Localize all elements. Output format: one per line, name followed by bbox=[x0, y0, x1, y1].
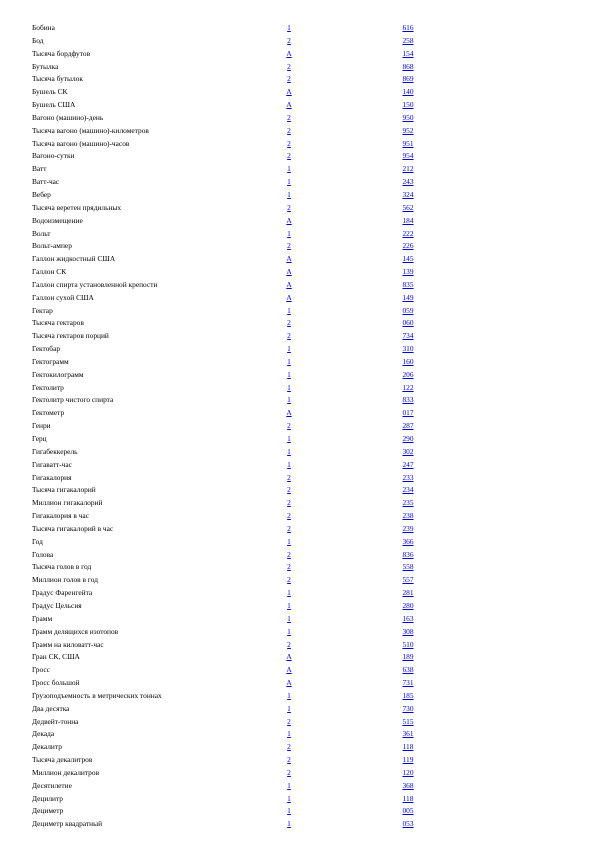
code-link[interactable]: 638 bbox=[402, 665, 414, 675]
section-link[interactable]: 2 bbox=[287, 485, 291, 495]
unit-name: Гектобар bbox=[32, 344, 61, 354]
table-row bbox=[32, 536, 572, 549]
table-row bbox=[32, 279, 572, 292]
unit-name: Гросс bbox=[32, 665, 50, 675]
table-row bbox=[32, 587, 572, 600]
table-row bbox=[32, 48, 572, 61]
unit-name: Гектолитр bbox=[32, 382, 64, 392]
unit-name: Тысяча декалитров bbox=[32, 755, 93, 765]
code-link[interactable]: 247 bbox=[402, 459, 414, 469]
unit-name: Бобина bbox=[32, 23, 55, 32]
table-row bbox=[32, 394, 572, 407]
table-row bbox=[32, 754, 572, 767]
unit-name: Градус Цельсия bbox=[32, 600, 82, 610]
code-link[interactable]: 952 bbox=[402, 125, 414, 135]
code-link[interactable]: 118 bbox=[402, 742, 414, 752]
unit-name: Галлон СК bbox=[32, 267, 67, 277]
section-link[interactable]: 1 bbox=[287, 459, 291, 469]
code-link[interactable]: 119 bbox=[402, 755, 414, 765]
section-link[interactable]: А bbox=[286, 215, 292, 225]
code-link[interactable]: 140 bbox=[402, 87, 414, 97]
unit-name: Ватт-час bbox=[32, 177, 60, 187]
section-link[interactable]: 2 bbox=[287, 562, 291, 572]
units-table bbox=[32, 22, 572, 831]
section-link[interactable]: 1 bbox=[287, 356, 291, 366]
unit-name: Грамм делящихся изотопов bbox=[32, 626, 119, 636]
table-row bbox=[32, 228, 572, 241]
code-link[interactable]: 835 bbox=[402, 279, 414, 289]
table-row bbox=[32, 613, 572, 626]
unit-name: Тысяча бордфутов bbox=[32, 48, 91, 58]
section-link[interactable]: 1 bbox=[287, 344, 291, 354]
code-link[interactable]: 206 bbox=[402, 369, 414, 379]
table-row bbox=[32, 780, 572, 793]
table-row bbox=[32, 510, 572, 523]
section-link[interactable]: 1 bbox=[287, 536, 291, 546]
section-link[interactable]: А bbox=[286, 292, 292, 302]
code-link[interactable]: 118 bbox=[402, 793, 414, 803]
unit-name: Тысяча гектаров порций bbox=[32, 331, 109, 341]
section-link[interactable]: А bbox=[286, 652, 292, 662]
code-link[interactable]: 222 bbox=[402, 228, 414, 238]
table-row bbox=[32, 818, 572, 831]
code-link[interactable]: 185 bbox=[402, 690, 414, 700]
code-link[interactable]: 059 bbox=[402, 305, 414, 315]
section-link[interactable]: А bbox=[286, 100, 292, 110]
table-row bbox=[32, 253, 572, 266]
unit-name: Тысяча гигакалорий bbox=[32, 485, 96, 495]
code-link[interactable]: 233 bbox=[402, 472, 414, 482]
unit-name: Водоизмещение bbox=[32, 215, 83, 225]
table-row bbox=[32, 330, 572, 343]
code-link[interactable]: 234 bbox=[402, 485, 414, 495]
section-link[interactable]: 1 bbox=[287, 382, 291, 392]
table-row bbox=[32, 574, 572, 587]
section-link[interactable]: 1 bbox=[287, 729, 291, 739]
unit-name: Гектолитр чистого спирта bbox=[32, 395, 114, 405]
table-row bbox=[32, 600, 572, 613]
section-link[interactable]: 1 bbox=[287, 446, 291, 456]
section-link[interactable]: 1 bbox=[287, 23, 291, 32]
section-link[interactable]: 2 bbox=[287, 241, 291, 251]
section-link[interactable]: 2 bbox=[287, 421, 291, 431]
unit-name: Гигабеккерель bbox=[32, 446, 78, 456]
unit-name: Тысяча вагоно (машино)-километров bbox=[32, 125, 149, 135]
section-link[interactable]: А bbox=[286, 254, 292, 264]
table-row bbox=[32, 73, 572, 86]
unit-name: Грамм bbox=[32, 613, 53, 623]
table-row bbox=[32, 690, 572, 703]
unit-name: Децилитр bbox=[32, 793, 63, 803]
table-row bbox=[32, 407, 572, 420]
table-row bbox=[32, 292, 572, 305]
unit-name: Грузоподъемность в метрических тоннах bbox=[32, 690, 162, 700]
section-link[interactable]: 2 bbox=[287, 639, 291, 649]
section-link[interactable]: 2 bbox=[287, 151, 291, 161]
section-link[interactable]: А bbox=[286, 665, 292, 675]
table-row bbox=[32, 523, 572, 536]
table-row bbox=[32, 446, 572, 459]
section-link[interactable]: 2 bbox=[287, 331, 291, 341]
unit-name: Герц bbox=[32, 434, 47, 443]
section-link[interactable]: 2 bbox=[287, 318, 291, 328]
table-row bbox=[32, 664, 572, 677]
table-row bbox=[32, 639, 572, 652]
section-link[interactable]: А bbox=[286, 267, 292, 277]
section-link[interactable]: 2 bbox=[287, 74, 291, 84]
code-link[interactable]: 120 bbox=[402, 767, 414, 777]
section-link[interactable]: 2 bbox=[287, 742, 291, 752]
table-row bbox=[32, 433, 572, 446]
section-link[interactable]: 2 bbox=[287, 125, 291, 135]
unit-name: Два десятка bbox=[32, 703, 70, 713]
section-link[interactable]: 2 bbox=[287, 575, 291, 585]
code-link[interactable]: 558 bbox=[402, 562, 414, 572]
unit-name: Генри bbox=[32, 421, 51, 431]
table-row bbox=[32, 716, 572, 729]
section-link[interactable]: 1 bbox=[287, 395, 291, 405]
code-link[interactable]: 869 bbox=[402, 74, 414, 84]
code-link[interactable]: 149 bbox=[402, 292, 414, 302]
table-row bbox=[32, 99, 572, 112]
code-link[interactable]: 324 bbox=[402, 189, 414, 199]
table-row bbox=[32, 163, 572, 176]
code-link[interactable]: 510 bbox=[402, 639, 414, 649]
code-link[interactable]: 308 bbox=[402, 626, 414, 636]
unit-name: Бод bbox=[32, 35, 44, 45]
section-link[interactable]: 2 bbox=[287, 549, 291, 559]
unit-name: Тысяча бутылок bbox=[32, 74, 83, 84]
section-link[interactable]: 2 bbox=[287, 498, 291, 508]
table-row bbox=[32, 86, 572, 99]
unit-name: Дециметр квадратный bbox=[32, 819, 103, 829]
table-row bbox=[32, 22, 572, 35]
code-link[interactable]: 258 bbox=[402, 35, 414, 45]
code-link[interactable]: 060 bbox=[402, 318, 414, 328]
section-link[interactable]: 2 bbox=[287, 112, 291, 122]
code-link[interactable]: 616 bbox=[402, 23, 414, 32]
table-row bbox=[32, 484, 572, 497]
table-row bbox=[32, 266, 572, 279]
section-link[interactable]: 2 bbox=[287, 511, 291, 521]
unit-name: Гигаватт-час bbox=[32, 459, 72, 469]
code-link[interactable]: 005 bbox=[402, 806, 414, 816]
table-row bbox=[32, 202, 572, 215]
unit-name: Год bbox=[32, 536, 43, 546]
unit-name: Гигакалория bbox=[32, 472, 72, 482]
table-row bbox=[32, 305, 572, 318]
table-row bbox=[32, 61, 572, 74]
unit-name: Гектар bbox=[32, 305, 53, 315]
unit-name: Галлон сухой США bbox=[32, 292, 94, 302]
unit-name: Тысяча веретен прядильных bbox=[32, 202, 122, 212]
code-link[interactable]: 184 bbox=[402, 215, 414, 225]
code-link[interactable]: 954 bbox=[402, 151, 414, 161]
unit-name: Грамм на киловатт-час bbox=[32, 639, 104, 649]
unit-name: Тысяча вагоно (машино)-часов bbox=[32, 138, 130, 148]
table-row bbox=[32, 189, 572, 202]
unit-name: Вагоно-сутки bbox=[32, 151, 75, 161]
table-row bbox=[32, 677, 572, 690]
unit-name: Галлон спирта установленной крепости bbox=[32, 279, 158, 289]
code-link[interactable]: 139 bbox=[402, 267, 414, 277]
code-link[interactable]: 290 bbox=[402, 434, 414, 443]
section-link[interactable]: 1 bbox=[287, 369, 291, 379]
table-row bbox=[32, 472, 572, 485]
section-link[interactable]: 1 bbox=[287, 793, 291, 803]
code-link[interactable]: 310 bbox=[402, 344, 414, 354]
section-link[interactable]: 1 bbox=[287, 613, 291, 623]
code-link[interactable]: 833 bbox=[402, 395, 414, 405]
table-row bbox=[32, 626, 572, 639]
section-link[interactable]: 1 bbox=[287, 189, 291, 199]
table-row bbox=[32, 125, 572, 138]
unit-name: Бушель СК bbox=[32, 87, 68, 97]
unit-name: Голова bbox=[32, 549, 54, 559]
unit-name: Ватт bbox=[32, 164, 47, 174]
section-link[interactable]: 2 bbox=[287, 523, 291, 533]
table-row bbox=[32, 651, 572, 664]
table-row bbox=[32, 805, 572, 818]
table-row bbox=[32, 356, 572, 369]
section-link[interactable]: 1 bbox=[287, 588, 291, 598]
unit-name: Тысяча гектаров bbox=[32, 318, 84, 328]
section-link[interactable]: 2 bbox=[287, 472, 291, 482]
unit-name: Гектограмм bbox=[32, 356, 69, 366]
code-link[interactable]: 366 bbox=[402, 536, 414, 546]
code-link[interactable]: 281 bbox=[402, 588, 414, 598]
code-link[interactable]: 160 bbox=[402, 356, 414, 366]
table-row bbox=[32, 215, 572, 228]
section-link[interactable]: 2 bbox=[287, 138, 291, 148]
table-row bbox=[32, 703, 572, 716]
code-link[interactable]: 287 bbox=[402, 421, 414, 431]
unit-name: Тысяча голов в год bbox=[32, 562, 92, 572]
section-link[interactable]: 1 bbox=[287, 806, 291, 816]
section-link[interactable]: 1 bbox=[287, 177, 291, 187]
section-link[interactable]: 1 bbox=[287, 703, 291, 713]
code-link[interactable]: 053 bbox=[402, 819, 414, 829]
unit-name: Миллион голов в год bbox=[32, 575, 98, 585]
code-link[interactable]: 150 bbox=[402, 100, 414, 110]
section-link[interactable]: 2 bbox=[287, 61, 291, 71]
section-link[interactable]: 1 bbox=[287, 228, 291, 238]
table-row bbox=[32, 382, 572, 395]
table-row bbox=[32, 343, 572, 356]
section-link[interactable]: 2 bbox=[287, 755, 291, 765]
code-link[interactable]: 189 bbox=[402, 652, 414, 662]
code-link[interactable]: 122 bbox=[402, 382, 414, 392]
section-link[interactable]: 1 bbox=[287, 434, 291, 443]
code-link[interactable]: 163 bbox=[402, 613, 414, 623]
code-link[interactable]: 951 bbox=[402, 138, 414, 148]
section-link[interactable]: А bbox=[286, 87, 292, 97]
section-link[interactable]: 1 bbox=[287, 626, 291, 636]
section-link[interactable]: 1 bbox=[287, 819, 291, 829]
code-link[interactable]: 868 bbox=[402, 61, 414, 71]
code-link[interactable]: 235 bbox=[402, 498, 414, 508]
table-row bbox=[32, 459, 572, 472]
table-row bbox=[32, 741, 572, 754]
table-row bbox=[32, 728, 572, 741]
section-link[interactable]: А bbox=[286, 408, 292, 418]
section-link[interactable]: А bbox=[286, 279, 292, 289]
unit-name: Дециметр bbox=[32, 806, 64, 816]
code-link[interactable]: 239 bbox=[402, 523, 414, 533]
section-link[interactable]: 1 bbox=[287, 305, 291, 315]
code-link[interactable]: 154 bbox=[402, 48, 414, 58]
code-link[interactable]: 515 bbox=[402, 716, 414, 726]
code-link[interactable]: 557 bbox=[402, 575, 414, 585]
unit-name: Декалитр bbox=[32, 742, 62, 752]
section-link[interactable]: 1 bbox=[287, 690, 291, 700]
unit-name: Миллион декалитров bbox=[32, 767, 100, 777]
table-row bbox=[32, 420, 572, 433]
section-link[interactable]: 2 bbox=[287, 202, 291, 212]
unit-name: Гигакалория в час bbox=[32, 511, 89, 521]
unit-name: Гран СК, США bbox=[32, 652, 80, 662]
unit-name: Бутылка bbox=[32, 61, 59, 71]
code-link[interactable]: 212 bbox=[402, 164, 414, 174]
section-link[interactable]: 2 bbox=[287, 767, 291, 777]
code-link[interactable]: 368 bbox=[402, 780, 414, 790]
code-link[interactable]: 145 bbox=[402, 254, 414, 264]
section-link[interactable]: 2 bbox=[287, 35, 291, 45]
unit-name: Десятилетие bbox=[32, 780, 72, 790]
table-row bbox=[32, 497, 572, 510]
table-row bbox=[32, 369, 572, 382]
code-link[interactable]: 280 bbox=[402, 600, 414, 610]
code-link[interactable]: 562 bbox=[402, 202, 414, 212]
unit-name: Гросс большой bbox=[32, 678, 80, 688]
section-link[interactable]: 1 bbox=[287, 600, 291, 610]
unit-name: Вольт bbox=[32, 228, 51, 238]
table-row bbox=[32, 240, 572, 253]
unit-name: Вебер bbox=[32, 189, 51, 199]
unit-name: Гектометр bbox=[32, 408, 65, 418]
unit-name: Галлон жидкостный США bbox=[32, 254, 116, 264]
table-row bbox=[32, 317, 572, 330]
table-row bbox=[32, 176, 572, 189]
code-link[interactable]: 017 bbox=[402, 408, 414, 418]
code-link[interactable]: 734 bbox=[402, 331, 414, 341]
unit-name: Бушель США bbox=[32, 100, 76, 110]
table-row bbox=[32, 549, 572, 562]
table-row bbox=[32, 561, 572, 574]
code-link[interactable]: 238 bbox=[402, 511, 414, 521]
table-row bbox=[32, 35, 572, 48]
code-link[interactable]: 361 bbox=[402, 729, 414, 739]
section-link[interactable]: 1 bbox=[287, 780, 291, 790]
section-link[interactable]: А bbox=[286, 48, 292, 58]
unit-name: Дедвейт-тонна bbox=[32, 716, 79, 726]
table-row bbox=[32, 150, 572, 163]
code-link[interactable]: 730 bbox=[402, 703, 414, 713]
code-link[interactable]: 836 bbox=[402, 549, 414, 559]
code-link[interactable]: 226 bbox=[402, 241, 414, 251]
code-link[interactable]: 950 bbox=[402, 112, 414, 122]
table-row bbox=[32, 793, 572, 806]
section-link[interactable]: 2 bbox=[287, 716, 291, 726]
code-link[interactable]: 243 bbox=[402, 177, 414, 187]
code-link[interactable]: 731 bbox=[402, 678, 414, 688]
unit-name: Вагоно (машино)-день bbox=[32, 112, 104, 122]
unit-name: Гектокилограмм bbox=[32, 369, 84, 379]
table-row bbox=[32, 138, 572, 151]
unit-name: Миллион гигакалорий bbox=[32, 498, 103, 508]
unit-name: Вольт-ампер bbox=[32, 241, 72, 251]
unit-name: Декада bbox=[32, 729, 55, 739]
unit-name: Градус Фаренгейта bbox=[32, 588, 93, 598]
code-link[interactable]: 302 bbox=[402, 446, 414, 456]
section-link[interactable]: 1 bbox=[287, 164, 291, 174]
table-row bbox=[32, 112, 572, 125]
section-link[interactable]: А bbox=[286, 678, 292, 688]
table-row bbox=[32, 767, 572, 780]
unit-name: Тысяча гигакалорий в час bbox=[32, 523, 114, 533]
